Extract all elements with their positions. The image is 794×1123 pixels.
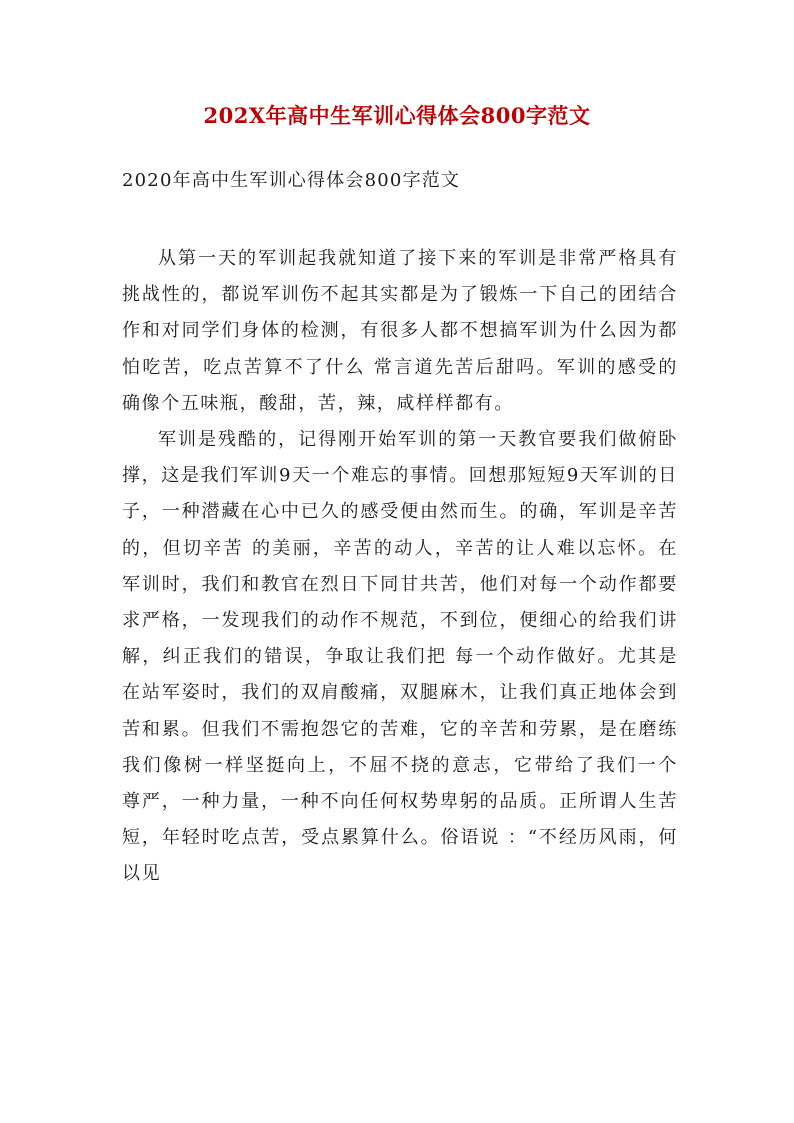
paragraph: 从第一天的军训起我就知道了接下来的军训是非常严格具有挑战性的，都说军训伤不起其实都是为了锻炼一下自己的团结合作和对同学们身体的检测，有很多人都不想搞军训为什么因为都怕吃苦，吃点苦算不了什么 常言道先苦后甜吗。军训的感受的确像个五味瓶，酸甜，苦，辣，咸样样都有。: [122, 248, 678, 414]
document-title: 202X年高中生军训心得体会800字范文: [203, 103, 591, 128]
document-subtitle: 2020年高中生军训心得体会800字范文: [122, 170, 461, 191]
document-body: [122, 241, 678, 893]
paragraph: 军训是残酷的，记得刚开始军训的第一天教官要我们做俯卧撑，这是我们军训9天一个难忘的事情。回想那短短9天军训的日子，一种潜藏在心中已久的感受便由然而生。的确，军训是辛苦的，但切辛苦 的美丽，辛苦的动人，辛苦的让人难以忘怀。在军训时，我们和教官在烈日下同甘共苦，他们对每一个动作都要求严格，一发现我们的动作不规范，不到位，便细心的给我们讲解，纠正我们的错误，争取让我们把 每一个动作做好。尤其是在站军姿时，我们的双肩酸痛，双腿麻木，让我们真正地体会到苦和累。但我们不需抱怨它的苦难，它的辛苦和劳累，是在磨练我们像树一样坚挺向上，不屈不挠的意志，它带给了我们一个 尊严，一种力量，一种不向任何权势卑躬的品质。正所谓人生苦短，年轻时吃点苦，受点累算什么。俗语说 ：“不经历风雨，何以见: [122, 429, 678, 885]
